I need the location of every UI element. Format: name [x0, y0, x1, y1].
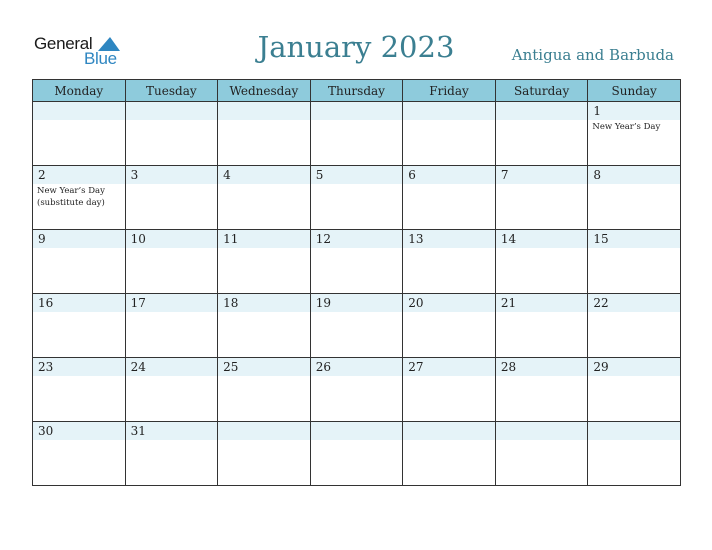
logo-text-blue: Blue [84, 49, 117, 68]
day-cell [310, 230, 403, 294]
day-cell [218, 358, 311, 422]
day-number: 3 [130, 168, 139, 182]
day-cell [33, 230, 126, 294]
weekday-header: Saturday [495, 80, 588, 102]
day-number: 22 [593, 296, 609, 310]
weekday-header: Tuesday [125, 80, 218, 102]
day-cell-band [496, 102, 588, 120]
day-number: 20 [408, 296, 424, 310]
day-cell [403, 166, 496, 230]
calendar-week-row [33, 166, 681, 230]
day-cell-band [311, 102, 403, 120]
calendar-grid [32, 79, 681, 486]
weekday-header: Wednesday [218, 80, 311, 102]
weekday-header: Monday [33, 80, 126, 102]
day-cell [588, 166, 681, 230]
day-cell [495, 230, 588, 294]
day-number: 31 [130, 424, 146, 438]
day-number: 17 [130, 296, 146, 310]
day-number: 25 [223, 360, 239, 374]
day-number: 18 [223, 296, 239, 310]
day-cell [588, 294, 681, 358]
day-cell-band [496, 166, 588, 184]
day-cell [125, 294, 218, 358]
day-number: 30 [38, 424, 54, 438]
country-name: Antigua and Barbuda [511, 46, 674, 64]
day-cell [218, 422, 311, 486]
day-number: 16 [38, 296, 54, 310]
day-cell-band [496, 422, 588, 440]
day-cell-band [126, 102, 218, 120]
day-cell-band [588, 166, 680, 184]
calendar-title: January 2023 [257, 30, 455, 64]
day-number: 24 [130, 360, 146, 374]
day-cell [33, 102, 126, 166]
day-number: 29 [593, 360, 609, 374]
day-cell [495, 422, 588, 486]
day-number: 27 [408, 360, 424, 374]
day-number: 5 [315, 168, 324, 182]
day-number: 21 [500, 296, 517, 310]
day-cell-band [33, 102, 125, 120]
day-cell [310, 422, 403, 486]
calendar-week-row [33, 230, 681, 294]
day-cell [310, 294, 403, 358]
calendar-week-row [33, 102, 681, 166]
day-cell-band [126, 166, 218, 184]
day-number: 15 [593, 232, 609, 246]
day-cell-band [311, 166, 403, 184]
day-number: 7 [500, 168, 509, 182]
day-number: 9 [38, 232, 46, 246]
day-cell [495, 166, 588, 230]
day-number: 8 [593, 168, 602, 182]
day-cell [218, 166, 311, 230]
day-number: 1 [593, 104, 602, 118]
day-cell [403, 230, 496, 294]
day-number: 12 [315, 232, 331, 246]
day-cell [125, 230, 218, 294]
day-cell [218, 102, 311, 166]
day-number: 6 [408, 168, 416, 182]
holiday-label: New Year’s Day [592, 122, 661, 132]
day-cell-band [588, 102, 680, 120]
day-number: 10 [130, 232, 146, 246]
day-number: 14 [500, 232, 517, 246]
weekday-header: Friday [403, 80, 496, 102]
day-cell [403, 102, 496, 166]
day-cell-band [311, 422, 403, 440]
weekday-header-row [33, 80, 681, 102]
day-cell-band [218, 422, 310, 440]
day-cell [588, 230, 681, 294]
day-cell [310, 102, 403, 166]
day-cell [403, 422, 496, 486]
day-number: 23 [38, 360, 54, 374]
day-cell-band [403, 166, 495, 184]
weekday-header: Sunday [588, 80, 681, 102]
day-cell [588, 358, 681, 422]
day-cell [588, 422, 681, 486]
day-cell-band [403, 102, 495, 120]
day-cell [33, 294, 126, 358]
day-number: 19 [315, 296, 331, 310]
calendar-week-row [33, 422, 681, 486]
day-number: 2 [38, 168, 46, 182]
holiday-label: New Year’s Day (substitute day) [37, 186, 105, 208]
day-cell [403, 294, 496, 358]
day-cell [33, 358, 126, 422]
day-number: 28 [500, 360, 517, 374]
day-number: 4 [223, 168, 231, 182]
day-cell [588, 102, 681, 166]
day-cell [33, 166, 126, 230]
day-cell [33, 422, 126, 486]
day-number: 26 [315, 360, 331, 374]
calendar-week-row [33, 358, 681, 422]
day-cell-band [218, 102, 310, 120]
day-cell-band [403, 422, 495, 440]
day-cell [218, 230, 311, 294]
logo-text-general: General [34, 34, 93, 53]
day-cell [310, 166, 403, 230]
day-cell-band [218, 166, 310, 184]
day-cell [495, 358, 588, 422]
calendar-week-row [33, 294, 681, 358]
day-cell [125, 166, 218, 230]
day-cell [403, 358, 496, 422]
day-cell [218, 294, 311, 358]
day-cell-band [33, 166, 125, 184]
weekday-header: Thursday [310, 80, 403, 102]
day-cell [125, 422, 218, 486]
day-cell [125, 358, 218, 422]
day-cell [495, 294, 588, 358]
day-number: 13 [408, 232, 424, 246]
day-cell [495, 102, 588, 166]
day-cell [310, 358, 403, 422]
day-cell-band [33, 230, 125, 248]
day-cell [125, 102, 218, 166]
day-cell-band [588, 422, 680, 440]
day-number: 11 [223, 232, 239, 246]
